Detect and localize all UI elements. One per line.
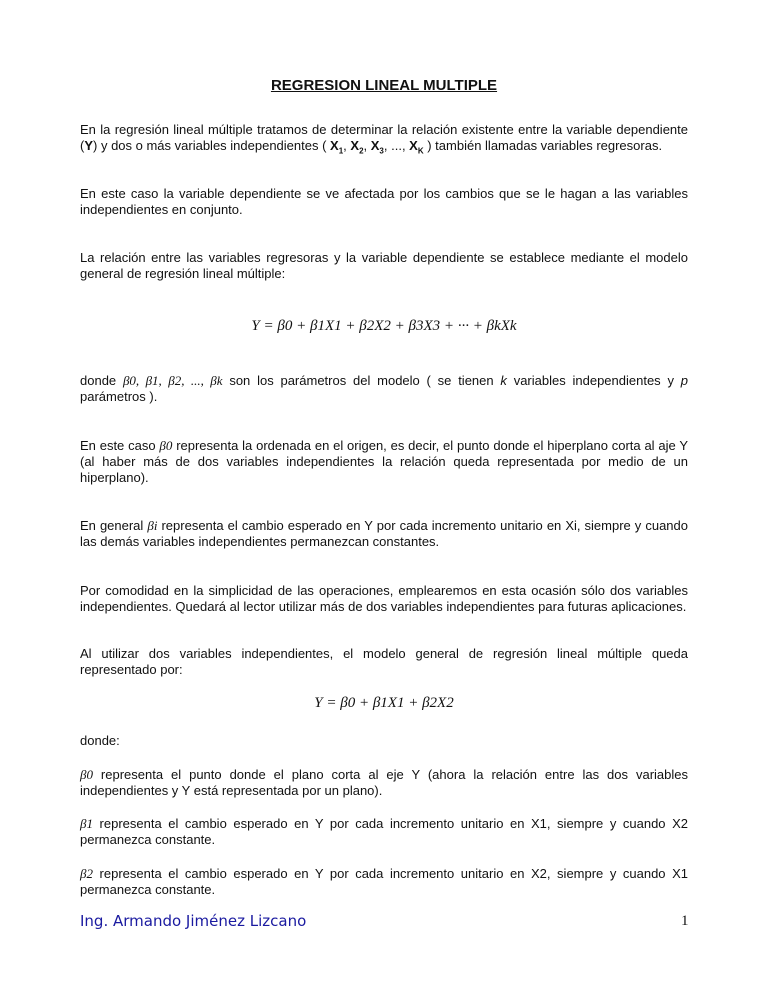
paragraph-intro: En la regresión lineal múltiple tratamos de determinar la relación existente entre la variable dependiente (Y) y dos o más variables independientes ( $X_1$, $X_2$, $X_3$, ..., $X_K$ ) también llamadas variables regresoras.: [80, 122, 688, 156]
paragraph-betai: En general βi representa el cambio esperado en Y por cada incremento unitario en Xi, siempre y cuando las demás variables independientes permanezcan constantes.: [80, 518, 688, 549]
beta-2: β2: [80, 866, 93, 881]
variable-y: Y: [84, 138, 94, 153]
definition-beta2: β2 representa el cambio esperado en Y por cada incremento unitario en X2, siempre y cuando X1 permanezca constante.: [80, 866, 688, 897]
equation-text: Y = β0 + β1X1 + β2X2 + β3X3 + ··· + βkXk: [251, 318, 517, 334]
beta-1: β1: [80, 816, 93, 831]
paragraph-two-variables: Al utilizar dos variables independientes, el modelo general de regresión lineal múltiple queda representado por:: [80, 646, 688, 677]
paragraph-3: La relación entre las variables regresoras y la variable dependiente se establece mediante el modelo general de regresión lineal múltiple:: [80, 250, 688, 281]
variable-x1: $X_1$: [330, 138, 344, 156]
beta-i: βi: [147, 518, 158, 533]
document-title: REGRESION LINEAL MULTIPLE: [270, 77, 498, 94]
text: ) y dos o más variables independientes (: [93, 138, 331, 153]
footer-author: Ing. Armando Jiménez Lizcano: [80, 912, 307, 930]
page-number: 1: [681, 913, 689, 929]
paragraph-2: En este caso la variable dependiente se ve afectada por los cambios que se le hagan a las variables independientes en conjunto.: [80, 186, 688, 217]
beta-0: β0: [80, 767, 93, 782]
variable-x2: $X_2$: [350, 138, 364, 156]
beta-0: β0: [159, 438, 173, 453]
beta-list: β0, β1, β2, ..., βk: [122, 373, 223, 388]
text: En la regresión lineal múltiple tratamos de determinar la relación existente entre la variable dependiente (: [80, 122, 688, 153]
paragraph-parameters: donde β0, β1, β2, ..., βk son los parámetros del modelo ( se tienen k variables independientes y p parámetros ).: [80, 373, 688, 404]
text: ) también llamadas variables regresoras.: [423, 138, 663, 153]
equation-two-variables: [0, 695, 768, 712]
variable-x3: $X_3$: [370, 138, 384, 156]
paragraph-beta0: En este caso β0 representa la ordenada en el origen, es decir, el punto donde el hiperplano corta al aje Y (al haber más de dos variables independientes la relación queda representada por medio de un hiperplano).: [80, 438, 688, 485]
definition-beta0: β0 representa el punto donde el plano corta al eje Y (ahora la relación entre las dos variables independientes y Y está representada por un plano).: [80, 767, 688, 798]
donde-label: donde:: [80, 733, 120, 748]
definition-beta1: β1 representa el cambio esperado en Y por cada incremento unitario en X1, siempre y cuando X2 permanezca constante.: [80, 816, 688, 847]
paragraph-comodidad: Por comodidad en la simplicidad de las operaciones, emplearemos en esta ocasión sólo dos variables independientes. Quedará al lector utilizar más de dos variables independientes para futuras aplicaciones.: [80, 583, 688, 614]
variable-xk: $X_K$: [409, 138, 424, 156]
equation-general-model: [0, 318, 768, 335]
equation-text: Y = β0 + β1X1 + β2X2: [314, 695, 454, 711]
